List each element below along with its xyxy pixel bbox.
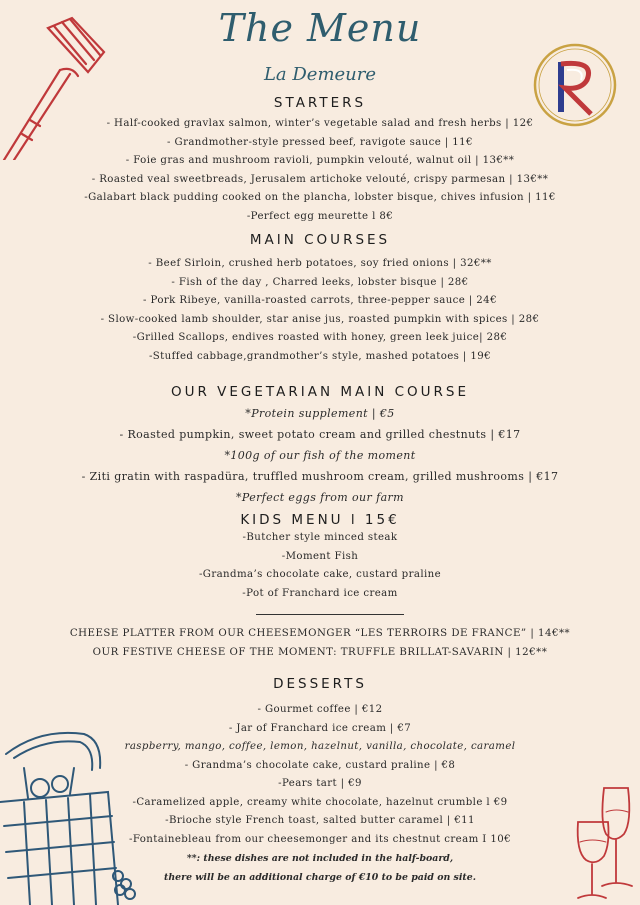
footer-note: **: these dishes are not included in the half-board,	[186, 853, 454, 864]
list-item: -Galabart black pudding cooked on the plancha, lobster bisque, chives infusion | 11€	[84, 192, 556, 203]
list-item: -Butcher style minced steak	[242, 532, 398, 543]
list-item: - Roasted veal sweetbreads, Jerusalem artichoke velouté, crispy parmesan | 13€**	[91, 173, 549, 185]
list-item: - Fish of the day , Charred leeks, lobster bisque | 28€	[171, 276, 469, 288]
ice-cream-flavors: raspberry, mango, coffee, lemon, hazelnut, vanilla, chocolate, caramel	[124, 741, 516, 752]
list-item: - Roasted pumpkin, sweet potato cream and grilled chestnuts | €17	[119, 428, 521, 441]
list-item: -Fontainebleau from our cheesemonger and its chestnut cream I 10€	[129, 833, 511, 845]
cheese-section	[0, 625, 640, 662]
kids-menu-list	[0, 529, 640, 603]
item-note: *Perfect eggs from our farm	[235, 491, 405, 504]
cheese-line: OUR FESTIVE CHEESE OF THE MOMENT: TRUFFLE BRILLAT-SAVARIN | 12€**	[92, 646, 548, 658]
main-courses-heading: MAIN COURSES	[249, 232, 391, 248]
list-item: -Moment Fish	[281, 550, 359, 562]
desserts-heading: DESSERTS	[273, 676, 367, 692]
list-item: -Stuffed cabbage,grandmother’s style, mashed potatoes | 19€	[148, 350, 492, 362]
list-item: -Caramelized apple, creamy white chocolate, hazelnut crumble l €9	[132, 796, 508, 808]
main-courses-list	[0, 255, 640, 366]
list-item: - Beef Sirloin, crushed herb potatoes, soy fried onions | 32€**	[148, 258, 492, 269]
list-item: -Grandma’s chocolate cake, custard praline	[198, 569, 442, 580]
kids-menu-heading: KIDS MENU l 15€	[240, 512, 400, 528]
list-item: - Jar of Franchard ice cream | €7	[228, 722, 412, 734]
vegetarian-heading: OUR VEGETARIAN MAIN COURSE	[170, 384, 470, 400]
list-item: - Gourmet coffee | €12	[257, 704, 383, 715]
list-item: - Ziti gratin with raspadüra, truffled mushroom cream, grilled mushrooms | €17	[81, 470, 559, 483]
list-item: -Brioche style French toast, salted butter caramel | €11	[165, 815, 475, 826]
list-item: -Perfect egg meurette l 8€	[246, 210, 394, 222]
list-item: - Pork Ribeye, vanilla-roasted carrots, three-pepper sauce | 24€	[143, 295, 497, 306]
list-item: - Grandma’s chocolate cake, custard praline | €8	[184, 759, 456, 771]
list-item: - Foie gras and mushroom ravioli, pumpkin velouté, walnut oil | 13€**	[125, 155, 515, 166]
item-note: *100g of our fish of the moment	[224, 449, 416, 462]
list-item: - Grandmother-style pressed beef, ravigote sauce | 11€	[167, 136, 473, 148]
page-title: The Menu	[218, 6, 422, 50]
wine-glasses-icon	[574, 782, 640, 905]
list-item: -Grilled Scallops, endives roasted with honey, green leek juice| 28€	[132, 332, 508, 343]
basket-icon	[0, 728, 140, 905]
footer-note: there will be an additional charge of €10 to be paid on site.	[164, 872, 476, 883]
list-item: -Pot of Franchard ice cream	[242, 587, 398, 599]
list-item: - Half-cooked gravlax salmon, winter’s vegetable salad and fresh herbs | 12€	[106, 118, 534, 129]
list-item: -Pears tart | €9	[278, 778, 362, 789]
cheese-line: CHEESE PLATTER FROM OUR CHEESEMONGER “LES TERROIRS DE FRANCE” | 14€**	[69, 628, 571, 639]
vegetarian-list	[0, 403, 640, 508]
list-item: - Slow-cooked lamb shoulder, star anise jus, roasted pumpkin with spices | 28€	[100, 313, 540, 325]
page-subtitle: La Demeure	[263, 64, 377, 85]
starters-heading: STARTERS	[273, 95, 367, 111]
protein-note: *Protein supplement | €5	[245, 407, 395, 420]
section-divider	[256, 614, 404, 615]
starters-list	[0, 115, 640, 226]
